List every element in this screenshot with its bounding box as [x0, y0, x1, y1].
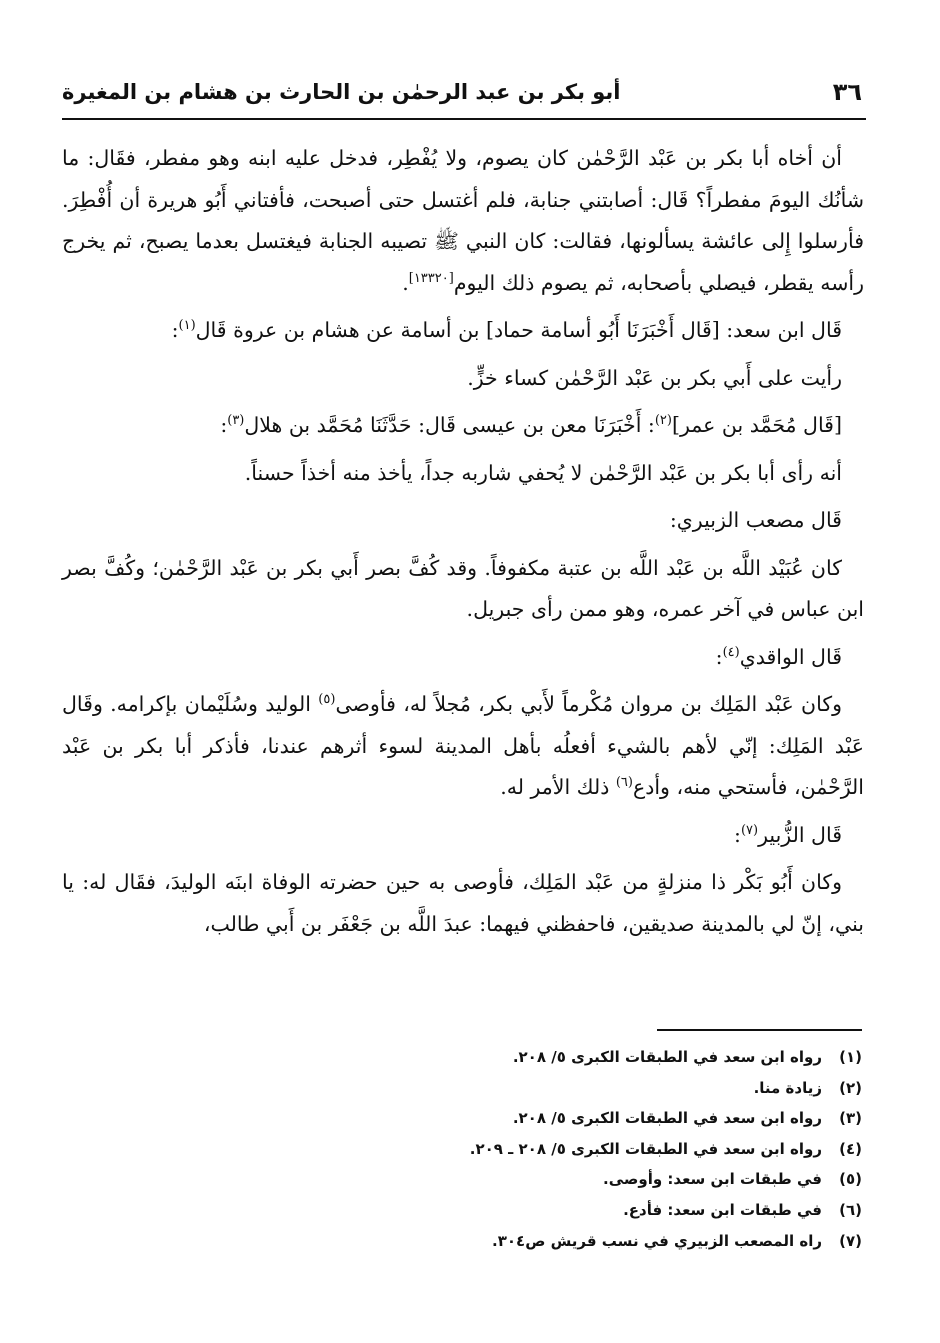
footnote: [120, 1164, 862, 1195]
footnote-marker: (٢): [654, 413, 672, 429]
paragraph-text: قَال الزُّبير: [758, 822, 842, 847]
running-title: أبو بكر بن عبد الرحمٰن بن الحارث بن هشام بن المغيرة: [62, 80, 621, 104]
paragraph: [62, 138, 864, 304]
paragraph-text: قَال ابن سعد: [قَال أَخْبَرَنَا أَبُو أسامة حماد] بن أسامة عن هشام بن عروة قَال: [195, 318, 842, 342]
footnote-number: (٦): [839, 1200, 862, 1219]
paragraph: [62, 453, 864, 495]
paragraph-text: [قَال مُحَمَّد بن عمر]: [671, 413, 842, 437]
paragraph-end: :: [220, 413, 228, 437]
footnote-text: راه المصعب الزبيري في نسب قريش ص٣٠٤.: [492, 1231, 822, 1250]
footnote-number: (٣): [839, 1109, 862, 1128]
paragraph-text: أن أخاه أبا بكر بن عَبْد الرَّحْمٰن كان يصوم، ولا يُفْطِر، فدخل عليه ابنه وهو مفطر، فقَال: ما شأنُك اليومَ مفطراً؟ قَال: أصابتني جنابة، فلم أغتسل حتى أصبحت، فأفتاني أَبُو هريرة أن أُفْطِرَ. فأرسلوا إِلى عائشة يسألونها، فقالت: كان النبي ﷺ تصيبه الجنابة فيغتسل بعدما يصبح، ثم يخرج رأسه يقطر، فيصلي بأصحابه، ثم يصوم ذلك اليوم: [62, 146, 864, 295]
footnote: [120, 1226, 862, 1257]
paragraph: [62, 548, 864, 631]
paragraph-text: : أَخْبَرَنَا معن بن عيسى قَال: حَدَّثَنَا مُحَمَّد بن هلال: [244, 413, 655, 437]
paragraph-end: :: [171, 318, 179, 342]
paragraph-text: أنه رأى أبا بكر بن عَبْد الرَّحْمٰن لا يُحفي شاربه جداً، يأخذ منه أخذاً حسناً.: [244, 460, 842, 485]
footnote-number: (١): [839, 1048, 862, 1066]
paragraph-text: رأيت على أَبي بكر بن عَبْد الرَّحْمٰن كساء خزٍّ.: [467, 365, 842, 390]
paragraph-text: ذلك الأمر له.: [500, 775, 616, 799]
footnote-rule: [657, 1029, 862, 1031]
footnotes: [120, 1042, 862, 1256]
paragraph-text: كان عُبَيْد اللَّه بن عَبْد اللَّه بن عتبة مكفوفاً. وقد كُفَّ بصر أَبي بكر بن عَبْد الرَّحْمٰن؛ وكُفَّ بصر ابن عباس في آخر عمره، وهو ممن رأى جبريل.: [62, 555, 864, 621]
paragraph: [62, 815, 864, 857]
footnote-number: (٥): [839, 1170, 862, 1189]
footnote: [120, 1134, 862, 1165]
paragraph: [62, 684, 864, 809]
paragraph: [62, 500, 864, 542]
paragraph-end: .: [402, 270, 409, 295]
page-number: ٣٦: [832, 78, 862, 106]
footnote-text: رواه ابن سعد في الطبقات الكبرى ٥/ ٢٠٨ ـ ٢٠٩.: [469, 1139, 822, 1158]
footnote-marker: (٥): [318, 692, 336, 708]
paragraph-text: الوليد وسُلَيْمان بإكرامه. وقَال عَبْد المَلِك: إنّي لأهم بالشيء أفعلُه بأهل المدينة لسوء أثرهم عندنا، فأذكر أبا بكر بن عَبْد الرَّحْمٰن، فأستحي منه، وأدع: [62, 692, 864, 799]
footnote-marker: (٦): [615, 775, 633, 791]
main-text: [62, 138, 864, 951]
paragraph: [62, 310, 864, 352]
paragraph: [62, 405, 864, 447]
paragraph-text: قَال مصعب الزبيري:: [669, 508, 842, 532]
footnote-text: زيادة منا.: [753, 1078, 822, 1097]
footnote-text: رواه ابن سعد في الطبقات الكبرى ٥/ ٢٠٨.: [512, 1048, 822, 1066]
paragraph-text: وكان عَبْد المَلِك بن مروان مُكْرماً لأَبي بكر، مُجلاً له، فأوصى: [335, 692, 842, 716]
footnote-marker: (١): [178, 318, 196, 334]
footnote: [120, 1195, 862, 1226]
footnote: [120, 1042, 862, 1073]
footnote-text: رواه ابن سعد في الطبقات الكبرى ٥/ ٢٠٨.: [512, 1109, 822, 1128]
footnote-number: (٧): [839, 1231, 862, 1250]
footnote-number: (٤): [839, 1139, 862, 1158]
paragraph-text: قَال الواقدي: [739, 644, 842, 669]
footnote-text: في طبقات ابن سعد: فأدع.: [623, 1200, 822, 1219]
paragraph-end: :: [715, 644, 723, 669]
footnote: [120, 1103, 862, 1134]
footnote-text: في طبقات ابن سعد: وأوصى.: [603, 1170, 822, 1189]
footnote-marker: (٤): [722, 644, 740, 660]
reference-number: [١٣٣٢٠]: [408, 270, 454, 286]
footnote-marker: (٧): [740, 822, 759, 838]
paragraph: [62, 862, 864, 945]
paragraph-end: :: [734, 822, 741, 847]
footnote-marker: (٣): [227, 413, 245, 429]
header-rule: [62, 118, 866, 120]
paragraph: [62, 637, 864, 679]
page-header: [62, 72, 862, 112]
footnote: [120, 1073, 862, 1104]
paragraph-text: وكان أَبُو بَكْر ذا منزلةٍ من عَبْد المَلِك، فأوصى به حين حضرته الوفاة ابنَه الوليدَ، فقَال له: يا بني، إنّ لي بالمدينة صديقين، فاحفظني فيهما: عبدَ اللَّه بن جَعْفَر بن أَبي طالب،: [62, 870, 864, 936]
paragraph: [62, 358, 864, 400]
footnote-number: (٢): [839, 1078, 862, 1097]
